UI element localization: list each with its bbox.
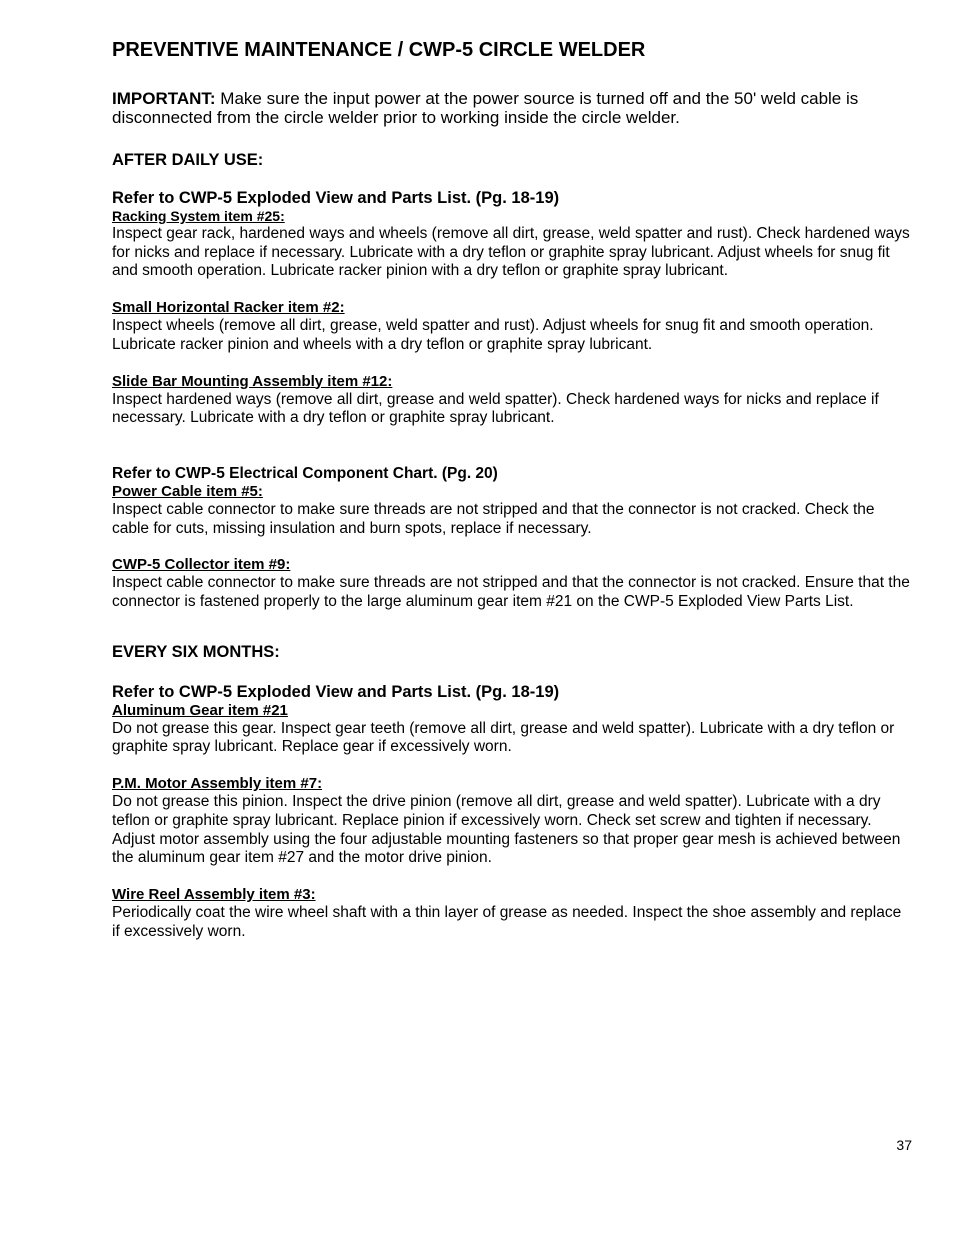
important-text: Make sure the input power at the power source is turned off and the 50' weld cable is disconnected from the circle welder prior to working inside the circle welder. <box>112 89 859 127</box>
six-month-item-motor-assembly <box>112 775 912 868</box>
item-heading: Slide Bar Mounting Assembly item #12: <box>112 372 393 390</box>
section-heading-daily: AFTER DAILY USE: <box>112 151 264 169</box>
item-heading: Wire Reel Assembly item #3: <box>112 885 316 903</box>
daily-item-collector <box>112 556 912 611</box>
daily-item-racking-system <box>112 208 912 281</box>
item-heading: P.M. Motor Assembly item #7: <box>112 775 323 793</box>
important-label: IMPORTANT: <box>112 89 216 108</box>
item-heading: Aluminum Gear item #21 <box>112 701 288 719</box>
page-title: PREVENTIVE MAINTENANCE / CWP-5 CIRCLE WELDER <box>112 39 646 61</box>
item-text: Inspect wheels (remove all dirt, grease, weld spatter and rust). Adjust wheels for snug fit and smooth operation. Lubricate racker pinion and wheels with a dry teflon or graphite spray lubricant. <box>112 317 874 353</box>
important-notice <box>112 89 912 127</box>
daily-item-slide-bar <box>112 373 912 428</box>
item-text: Do not grease this pinion. Inspect the drive pinion (remove all dirt, grease and weld spatter). Lubricate with a dry teflon or graphite spray lubricant. Replace pinion if excessively worn. Check set screw and tighten if necessary. Adjust motor assembly using the four adjustable mounting fasteners so that proper gear mesh is achieved between the aluminum gear item #27 and the motor drive pinion. <box>112 793 901 867</box>
document-page <box>112 36 912 941</box>
daily-item-power-cable <box>112 483 912 538</box>
daily-item-small-horizontal-racker <box>112 299 912 354</box>
item-text: Inspect cable connector to make sure threads are not stripped and that the connector is not cracked. Ensure that the connector is fastened properly to the large aluminum gear item #21 on the CWP-5 Exploded View Parts List. <box>112 574 910 611</box>
item-heading: Racking System item #25: <box>112 208 285 224</box>
page-number: 37 <box>896 1137 912 1153</box>
item-text: Periodically coat the wire wheel shaft with a thin layer of grease as needed. Inspect the shoe assembly and replace if excessively worn. <box>112 903 902 940</box>
item-text: Inspect hardened ways (remove all dirt, grease and weld spatter). Check hardened ways for nicks and replace if necessary. Lubricate with a dry teflon or graphite spray lubricant. <box>112 390 879 427</box>
item-text: Inspect cable connector to make sure threads are not stripped and that the connector is not cracked. Check the cable for cuts, missing insulation and burn spots, replace if necessary. <box>112 500 875 537</box>
six-month-item-wire-reel <box>112 886 912 941</box>
item-heading: CWP-5 Collector item #9: <box>112 556 291 574</box>
reference-exploded-view-six-months: Refer to CWP-5 Exploded View and Parts List. (Pg. 18-19) <box>112 682 560 701</box>
six-month-item-aluminum-gear <box>112 702 912 757</box>
reference-electrical-chart: Refer to CWP-5 Electrical Component Chart. (Pg. 20) <box>112 464 498 482</box>
section-heading-six-months: EVERY SIX MONTHS: <box>112 642 280 661</box>
item-text: Inspect gear rack, hardened ways and wheels (remove all dirt, grease, weld spatter and rust). Check hardened ways for nicks and replace if necessary. Lubricate with a dry teflon or graphite spray lubricant. Adjust wheels for snug fit and smooth operation. Lubricate racker pinion with a dry teflon or graphite spray lubricant. <box>112 225 910 280</box>
item-heading: Small Horizontal Racker item #2: <box>112 299 345 317</box>
item-heading: Power Cable item #5: <box>112 482 263 500</box>
reference-exploded-view-daily: Refer to CWP-5 Exploded View and Parts List. (Pg. 18-19) <box>112 189 560 207</box>
item-text: Do not grease this gear. Inspect gear teeth (remove all dirt, grease and weld spatter). Lubricate with a dry teflon or graphite spray lubricant. Replace gear if excessively worn. <box>112 719 895 756</box>
